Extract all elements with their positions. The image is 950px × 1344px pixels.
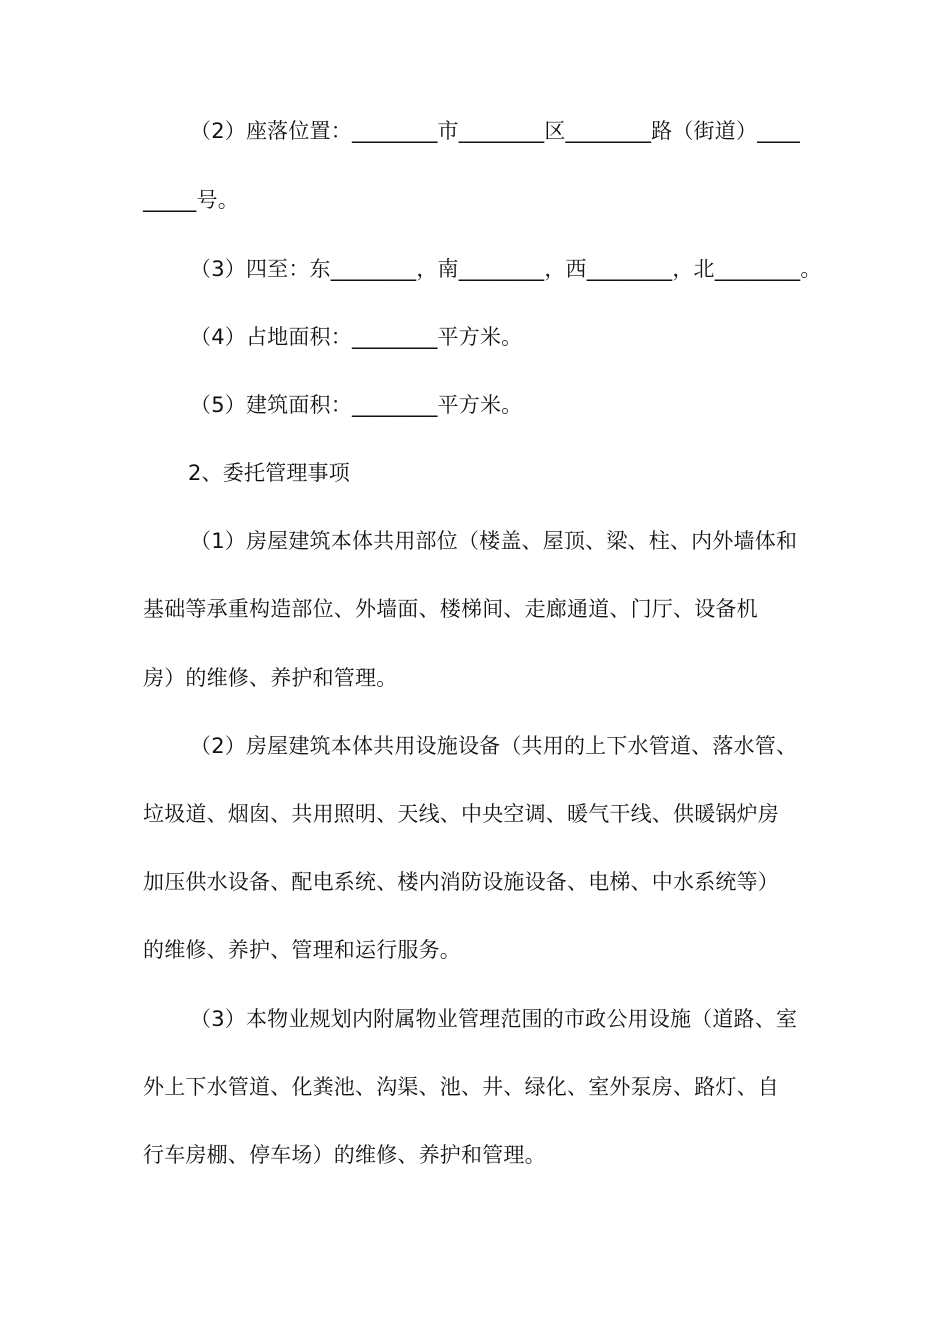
land-area-line: （4）占地面积：________平方米。 (190, 325, 523, 349)
paragraph-3-line-3: 行车房棚、停车场）的维修、养护和管理。 (143, 1143, 546, 1167)
section-heading: 2、委托管理事项 (188, 461, 350, 485)
location-line: （2）座落位置：________市________区________路（街道）____ (190, 119, 800, 143)
paragraph-1-line-1: （1）房屋建筑本体共用部位（楼盖、屋顶、梁、柱、内外墙体和 (190, 529, 798, 553)
paragraph-2-line-4: 的维修、养护、管理和运行服务。 (143, 938, 461, 962)
paragraph-1-line-2: 基础等承重构造部位、外墙面、楼梯间、走廊通道、门厅、设备机 (143, 597, 758, 621)
paragraph-2-line-2: 垃圾道、烟囱、共用照明、天线、中央空调、暖气干线、供暖锅炉房 (143, 802, 779, 826)
paragraph-3-line-2: 外上下水管道、化粪池、沟渠、池、井、绿化、室外泵房、路灯、自 (143, 1075, 779, 1099)
paragraph-1-line-3: 房）的维修、养护和管理。 (143, 666, 398, 690)
paragraph-3-line-1: （3）本物业规划内附属物业管理范围的市政公用设施（道路、室 (190, 1007, 798, 1031)
paragraph-2-line-3: 加压供水设备、配电系统、楼内消防设施设备、电梯、中水系统等） (143, 870, 779, 894)
boundaries-line: （3）四至：东________，南________，西________，北________。 (190, 257, 822, 281)
building-area-line: （5）建筑面积：________平方米。 (190, 393, 523, 417)
location-line-continued: _____号。 (143, 188, 239, 212)
paragraph-2-line-1: （2）房屋建筑本体共用设施设备（共用的上下水管道、落水管、 (190, 734, 798, 758)
